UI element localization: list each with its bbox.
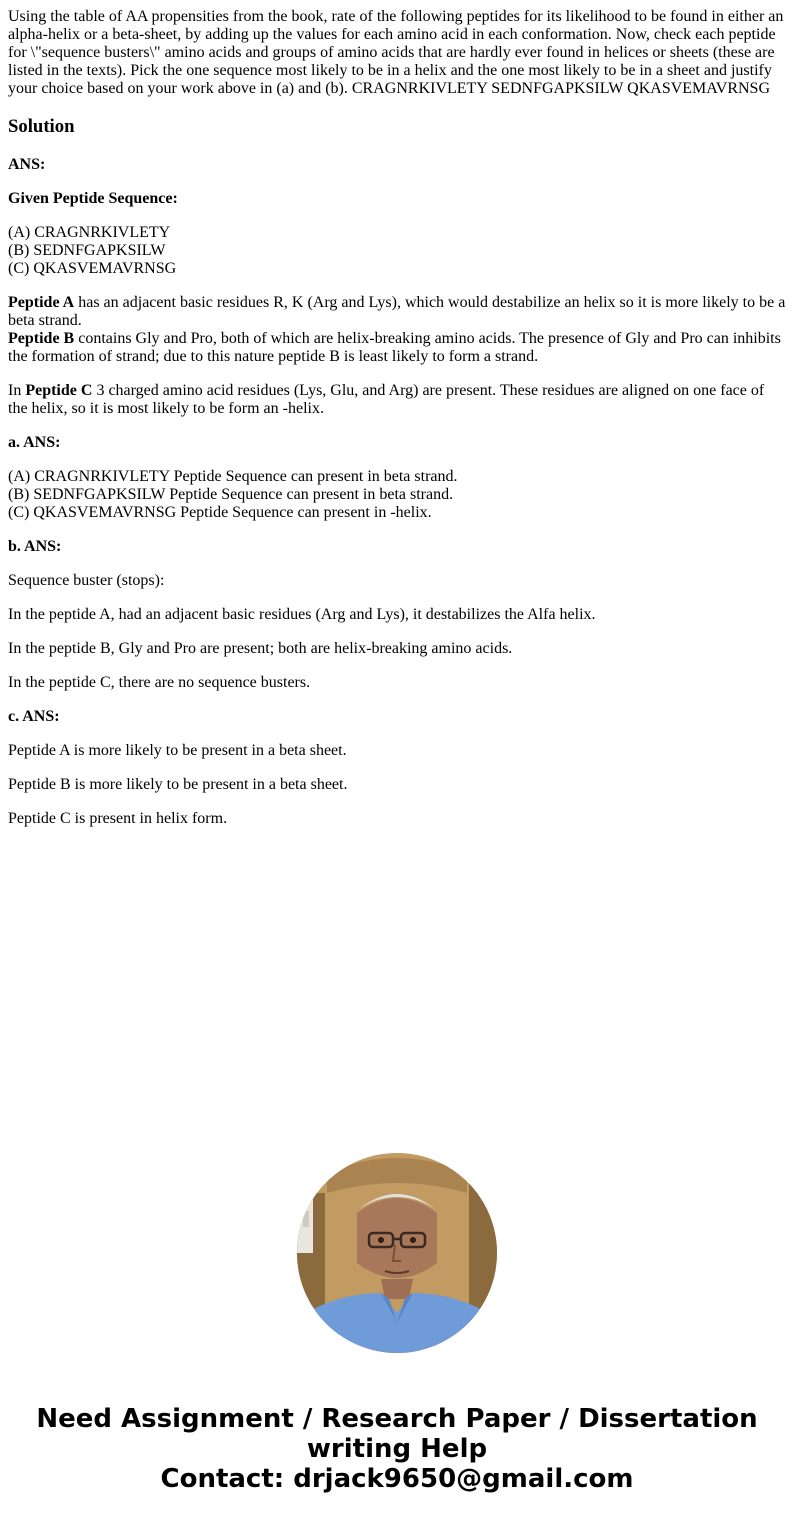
peptide-c-label: Peptide C [25,382,93,399]
c-answer-line: Peptide A is more likely to be present in a beta sheet. [8,742,347,759]
a-answer-line: (A) CRAGNRKIVLETY Peptide Sequence can present in beta strand. [8,468,458,485]
author-avatar [297,1153,497,1353]
b-answer-line: In the peptide A, had an adjacent basic residues (Arg and Lys), it destabilizes the Alfa helix. [8,606,596,623]
a-answer-line: (C) QKASVEMAVRNSG Peptide Sequence can present in -helix. [8,504,432,521]
sequence-a: (A) CRAGNRKIVLETY [8,224,171,241]
footer-line-2: writing Help [306,1434,488,1464]
b-answer-line: In the peptide C, there are no sequence busters. [8,674,311,691]
peptide-b-paragraph [8,330,786,366]
peptide-b-text: contains Gly and Pro, both of which are helix-breaking amino acids. The presence of Gly and Pro can inhibits the formation of strand; due to this nature peptide B is least likely to form a strand. [8,330,781,365]
peptide-c-prefix: In [8,382,26,399]
a-answer-line: (B) SEDNFGAPKSILW Peptide Sequence can present in beta strand. [8,486,454,503]
document-body [8,8,786,844]
sequence-c: (C) QKASVEMAVRNSG [8,260,177,277]
peptide-c-paragraph [8,382,786,418]
peptide-c-text: 3 charged amino acid residues (Lys, Glu, and Arg) are present. These residues are aligned on one face of the helix, so it is most likely to be form an -helix. [8,382,765,417]
peptide-a-text: has an adjacent basic residues R, K (Arg and Lys), which would destabilize an helix so it is more likely to be a beta strand. [8,294,786,329]
a-ans-label: a. ANS: [8,434,61,451]
ans-label: ANS: [8,156,46,173]
sequence-list [8,224,786,278]
sequence-b: (B) SEDNFGAPKSILW [8,242,166,259]
peptide-a-paragraph [8,294,786,330]
a-answer-list [8,468,786,522]
promo-footer [0,1404,794,1494]
given-peptide-label: Given Peptide Sequence: [8,190,178,207]
footer-contact: Contact: drjack9650@gmail.com [160,1464,634,1494]
c-answer-line: Peptide C is present in helix form. [8,810,228,827]
question-text: Using the table of AA propensities from the book, rate of the following peptides for its likelihood to be found in either an alpha-helix or a beta-sheet, by adding up the values for each amino acid in each conformation. Now, check each peptide for \"sequence busters\" amino acids and groups of amino acids that are hardly ever found in helices or sheets (these are listed in the texts). Pick the one sequence most likely to be in a helix and the one most likely to be in a sheet and justify your choice based on your work above in (a) and (b). CRAGNRKIVLETY SEDNFGAPKSILW QKASVEMAVRNSG [8,8,784,97]
peptide-a-label: Peptide A [8,294,75,311]
b-answer-line: In the peptide B, Gly and Pro are present; both are helix-breaking amino acids. [8,640,513,657]
author-photo-illustration [297,1153,497,1353]
peptide-ab-explanation [8,294,786,366]
peptide-b-label: Peptide B [8,330,75,347]
c-answer-line: Peptide B is more likely to be present in a beta sheet. [8,776,348,793]
c-ans-label: c. ANS: [8,708,60,725]
b-ans-label: b. ANS: [8,538,62,555]
solution-heading: Solution [8,116,75,137]
footer-line-1: Need Assignment / Research Paper / Dissertation [36,1404,758,1434]
b-intro: Sequence buster (stops): [8,572,165,589]
